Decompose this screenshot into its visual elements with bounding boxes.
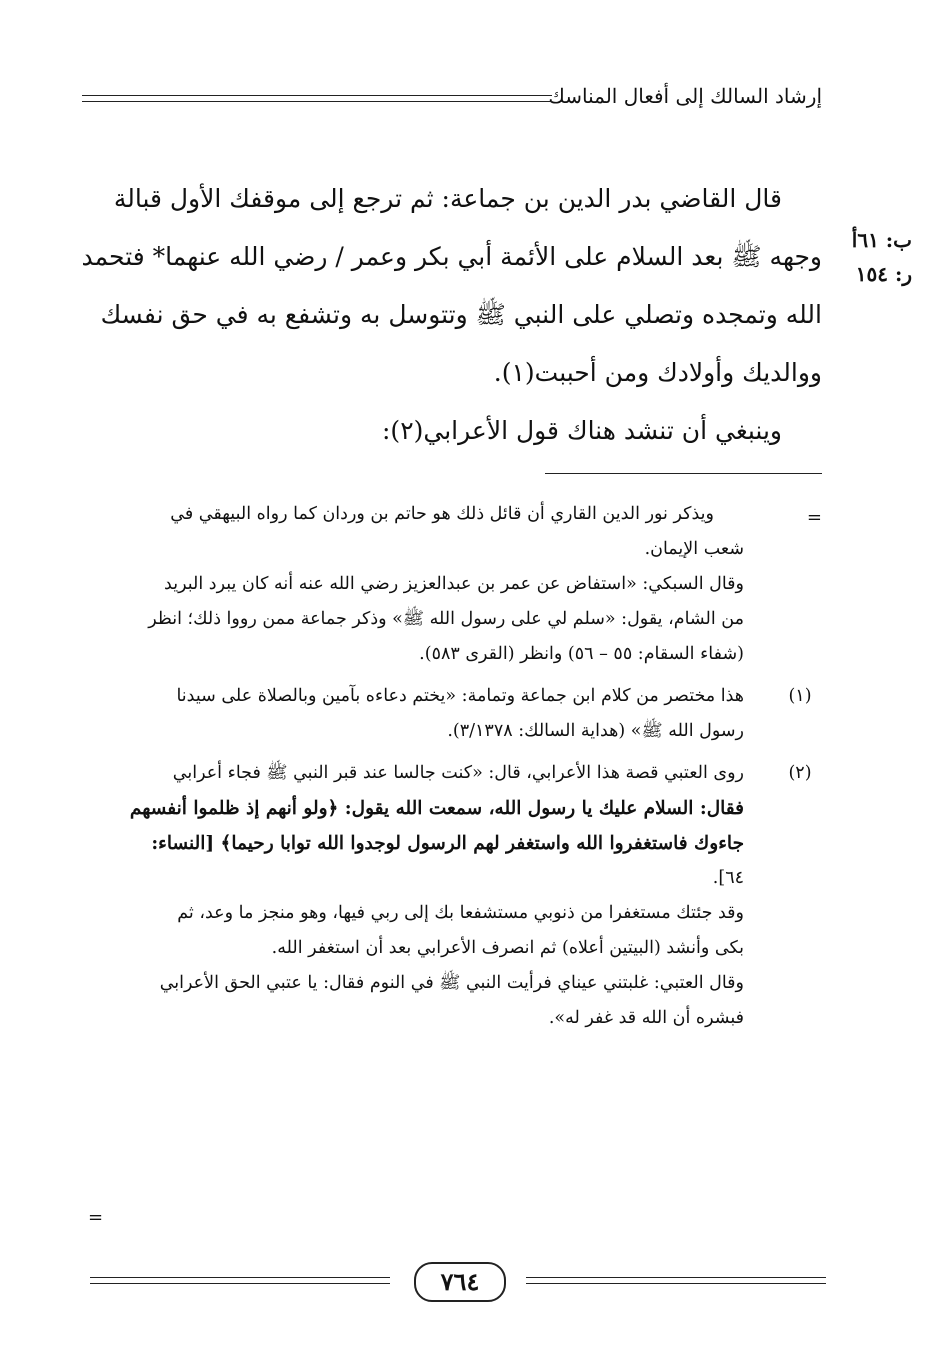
main-text-line: قال القاضي بدر الدين بن جماعة: ثم ترجع إلى موقفك الأول قبالة bbox=[113, 184, 782, 213]
footnote-1 bbox=[86, 679, 822, 749]
footnote-continuation bbox=[86, 497, 822, 672]
footer-rule bbox=[90, 1277, 390, 1278]
footnote-continues-mark: = bbox=[88, 1207, 104, 1228]
header-rule bbox=[82, 101, 552, 102]
main-text-line: وينبغي أن تنشد هناك قول الأعرابي(٢): bbox=[382, 416, 782, 445]
margin-ref-manuscript-r: ر: ١٥٤ bbox=[855, 262, 912, 286]
footnote-line: رسول الله ﷺ» (هداية السالك: ٣/١٣٧٨). bbox=[447, 721, 744, 741]
footnote-number: (٢) bbox=[788, 763, 812, 783]
footnote-line: شعب الإيمان. bbox=[644, 539, 744, 559]
main-text-line: ووالديك وأولادك ومن أحببت(١). bbox=[493, 358, 822, 387]
footer-rule bbox=[526, 1283, 826, 1284]
header-rule bbox=[82, 95, 552, 96]
footnote-line: روى العتبي قصة هذا الأعرابي، قال: «كنت جالسا عند قبر النبي ﷺ فجاء أعرابي bbox=[172, 763, 744, 783]
margin-ref-manuscript-b: ب: ٦١أ bbox=[851, 228, 912, 252]
footnote-line: ويذكر نور الدين القاري أن قائل ذلك هو حاتم بن وردان كما رواه البيهقي في bbox=[170, 504, 714, 524]
footnote-line: بكى وأنشد (البيتين أعلاه) ثم انصرف الأعرابي بعد أن استغفر الله. bbox=[271, 938, 744, 958]
footnote-line: ٦٤]. bbox=[712, 868, 744, 888]
footnote-separator bbox=[545, 473, 822, 474]
main-text-line: الله وتمجده وتصلي على النبي ﷺ وتتوسل به وتشفع به في حق نفسك bbox=[100, 300, 822, 329]
footnote-line: وقال العتبي: غلبتني عيناي فرأيت النبي ﷺ في النوم فقال: يا عتبي الحق الأعرابي bbox=[159, 973, 744, 993]
running-header bbox=[82, 84, 822, 114]
footnote-line: (شفاء السقام: ٥٥ – ٥٦) وانظر (القرى ٥٨٣). bbox=[419, 644, 744, 664]
footnote-line: جاءوك فاستغفروا الله واستغفر لهم الرسول لوجدوا الله توابا رحيما﴾ [النساء: bbox=[151, 833, 744, 854]
footnote-line: وقال السبكي: «استفاض عن عمر بن عبدالعزيز رضي الله عنه أنه كان يبرد البريد bbox=[164, 574, 744, 594]
footer-rule bbox=[90, 1283, 390, 1284]
footnote-line: وقد جئتك مستغفرا من ذنوبي مستشفعا بك إلى ربي فيها، وهو منجز ما وعد، ثم bbox=[177, 903, 744, 923]
footnote-2 bbox=[86, 756, 822, 1036]
footnote-number: (١) bbox=[788, 686, 812, 706]
main-text bbox=[82, 170, 822, 460]
header-title: إرشاد السالك إلى أفعال المناسك bbox=[548, 84, 822, 108]
footnote-continuation-mark: = bbox=[806, 507, 822, 528]
footnote-line: فقال: السلام عليك يا رسول الله، سمعت الله يقول: ﴿ولو أنهم إذ ظلموا أنفسهم bbox=[129, 798, 744, 819]
footer-rule bbox=[526, 1277, 826, 1278]
main-text-line: وجهه ﷺ بعد السلام على الأئمة أبي بكر وعمر / رضي الله عنهما* فتحمد bbox=[81, 242, 822, 271]
footnote-line: فبشره أن الله قد غفر له». bbox=[548, 1008, 744, 1028]
footnotes bbox=[86, 497, 822, 1043]
page-footer bbox=[90, 1262, 826, 1302]
footnote-line: هذا مختصر من كلام ابن جماعة وتمامة: «يختم دعاءه بآمين وبالصلاة على سيدنا bbox=[176, 686, 744, 706]
footnote-line: من الشام، يقول: «سلم لي على رسول الله ﷺ» وذكر جماعة ممن رووا ذلك؛ انظر bbox=[148, 609, 744, 629]
page-number: ٧٦٤ bbox=[414, 1262, 506, 1302]
